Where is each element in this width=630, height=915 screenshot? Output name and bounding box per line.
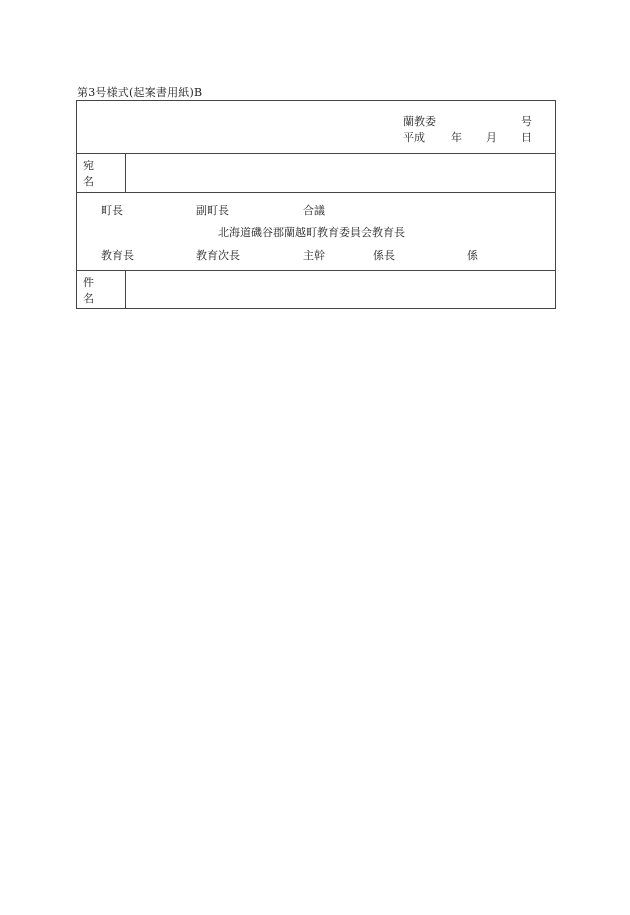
draft-form xyxy=(76,100,556,309)
approval-row xyxy=(77,193,555,271)
era-label: 平成 xyxy=(403,131,425,144)
day-unit: 日 xyxy=(521,131,532,144)
year-unit: 年 xyxy=(451,131,462,144)
recipient-field[interactable] xyxy=(126,154,555,192)
chief-label: 主幹 xyxy=(303,249,325,262)
recipient-label: 宛 名 xyxy=(83,159,102,188)
consultation-label: 合議 xyxy=(303,204,325,217)
deputy-superintendent-label: 教育次長 xyxy=(196,249,240,262)
subject-label-cell xyxy=(77,271,126,308)
staff-label: 係 xyxy=(467,249,478,262)
mayor-label: 町長 xyxy=(101,204,123,217)
superintendent-label: 教育長 xyxy=(101,249,134,262)
month-unit: 月 xyxy=(486,131,497,144)
section-chief-label: 係長 xyxy=(373,249,395,262)
recipient-label-cell xyxy=(77,154,126,192)
office-prefix: 蘭教委 xyxy=(403,115,436,128)
number-suffix: 号 xyxy=(521,115,532,128)
form-title: 第3号様式(起案書用紙)B xyxy=(77,86,203,99)
issuer-name: 北海道磯谷郡蘭越町教育委員会教育長 xyxy=(218,226,405,239)
subject-label: 件 名 xyxy=(83,275,102,305)
recipient-row xyxy=(77,154,555,193)
header-row xyxy=(77,101,555,154)
deputy-mayor-label: 副町長 xyxy=(196,204,229,217)
subject-row xyxy=(77,271,555,308)
subject-field[interactable] xyxy=(126,271,555,308)
